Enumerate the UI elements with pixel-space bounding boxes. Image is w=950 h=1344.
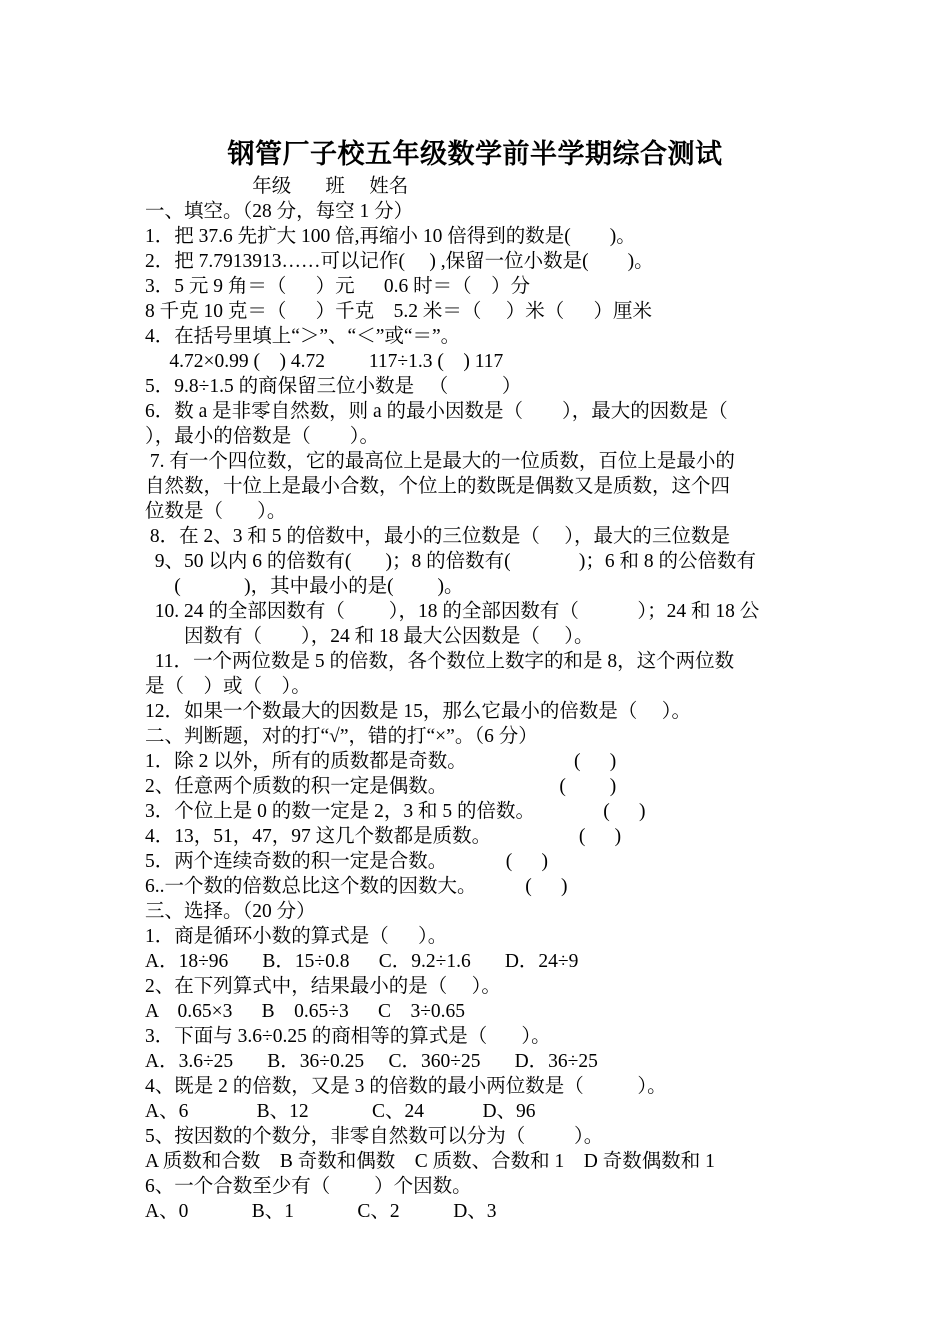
question-line: 是（ ）或（ ）。 [145, 676, 311, 697]
question-line: 2．把 7.7913913……可以记作( ) ,保留一位小数是( )。 [145, 251, 654, 272]
section-3-heading: 三、选择。（20 分） [145, 901, 316, 922]
choice-options: A、6 B、12 C、24 D、96 [145, 1101, 536, 1122]
question-line: 因数有（ ），24 和 18 最大公因数是（ ）。 [145, 626, 594, 647]
choice-options: A、0 B、1 C、2 D、3 [145, 1201, 497, 1222]
choice-options: A．18÷96 B．15÷0.8 C．9.2÷1.6 D．24÷9 [145, 951, 579, 972]
question-line: 4、既是 2 的倍数，又是 3 的倍数的最小两位数是（ ）。 [145, 1076, 667, 1097]
question-line: 1．把 37.6 先扩大 100 倍,再缩小 10 倍得到的数是( )。 [145, 226, 636, 247]
section-2-heading: 二、判断题，对的打“√”，错的打“×”。（6 分） [145, 726, 538, 747]
question-line: 8．在 2、3 和 5 的倍数中，最小的三位数是（ ），最大的三位数是 [145, 526, 731, 547]
choice-options: A 质数和合数 B 奇数和偶数 C 质数、合数和 1 D 奇数偶数和 1 [145, 1151, 715, 1172]
question-line: 8 千克 10 克＝（ ）千克 5.2 米＝（ ）米（ ）厘米 [145, 301, 653, 322]
question-line: 6..一个数的倍数总比这个数的因数大。 ( ) [145, 876, 568, 897]
question-line: 2、任意两个质数的积一定是偶数。 ( ) [145, 776, 617, 797]
question-line: 自然数，十位上是最小合数，个位上的数既是偶数又是质数，这个四 [145, 476, 731, 497]
page-title: 钢管厂子校五年级数学前半学期综合测试 [227, 139, 723, 169]
question-line: 6、一个合数至少有（ ）个因数。 [145, 1176, 472, 1197]
choice-options: A．3.6÷25 B．36÷0.25 C．360÷25 D．36÷25 [145, 1051, 598, 1072]
question-line: 11．一个两位数是 5 的倍数，各个数位上数字的和是 8，这个两位数 [145, 651, 735, 672]
question-line: 12．如果一个数最大的因数是 15，那么它最小的倍数是（ ）。 [145, 701, 692, 722]
choice-options: A 0.65×3 B 0.65÷3 C 3÷0.65 [145, 1001, 466, 1022]
question-line: 7. 有一个四位数，它的最高位上是最大的一位质数，百位上是最小的 [145, 451, 735, 472]
question-line: 4．在括号里填上“＞”、“＜”或“＝”。 [145, 326, 461, 347]
question-line: ），最小的倍数是（ ）。 [145, 426, 380, 447]
question-line: 1．除 2 以外，所有的质数都是奇数。 ( ) [145, 751, 617, 772]
question-line: 3．5 元 9 角＝（ ）元 0.6 时＝（ ）分 [145, 276, 531, 297]
question-line: 3．下面与 3.6÷0.25 的商相等的算式是（ ）。 [145, 1026, 551, 1047]
question-line: 5．两个连续奇数的积一定是合数。 ( ) [145, 851, 548, 872]
question-line: 6．数 a 是非零自然数，则 a 的最小因数是（ ），最大的因数是（ [145, 401, 728, 422]
section-1-heading: 一、填空。（28 分，每空 1 分） [145, 201, 414, 222]
question-line: 5、按因数的个数分，非零自然数可以分为（ ）。 [145, 1126, 604, 1147]
question-line: 3．个位上是 0 的数一定是 2，3 和 5 的倍数。 ( ) [145, 801, 646, 822]
exam-body [145, 174, 810, 1224]
question-line: ( )，其中最小的是( )。 [145, 576, 464, 597]
question-line: 9、50 以内 6 的倍数有( )；8 的倍数有( )；6 和 8 的公倍数有 [145, 551, 756, 572]
question-line: 位数是（ ）。 [145, 501, 287, 522]
question-line: 1．商是循环小数的算式是（ ）。 [145, 926, 448, 947]
question-line: 4．13，51，47，97 这几个数都是质数。 ( ) [145, 826, 622, 847]
question-line: 10. 24 的全部因数有（ ），18 的全部因数有（ ）；24 和 18 公 [145, 601, 760, 622]
student-info-line: 年级 班 姓名 [145, 176, 409, 197]
question-line: 4.72×0.99 ( ) 4.72 117÷1.3 ( ) 117 [145, 351, 504, 372]
question-line: 2、在下列算式中，结果最小的是（ ）。 [145, 976, 501, 997]
question-line: 5．9.8÷1.5 的商保留三位小数是 （ ） [145, 376, 522, 397]
